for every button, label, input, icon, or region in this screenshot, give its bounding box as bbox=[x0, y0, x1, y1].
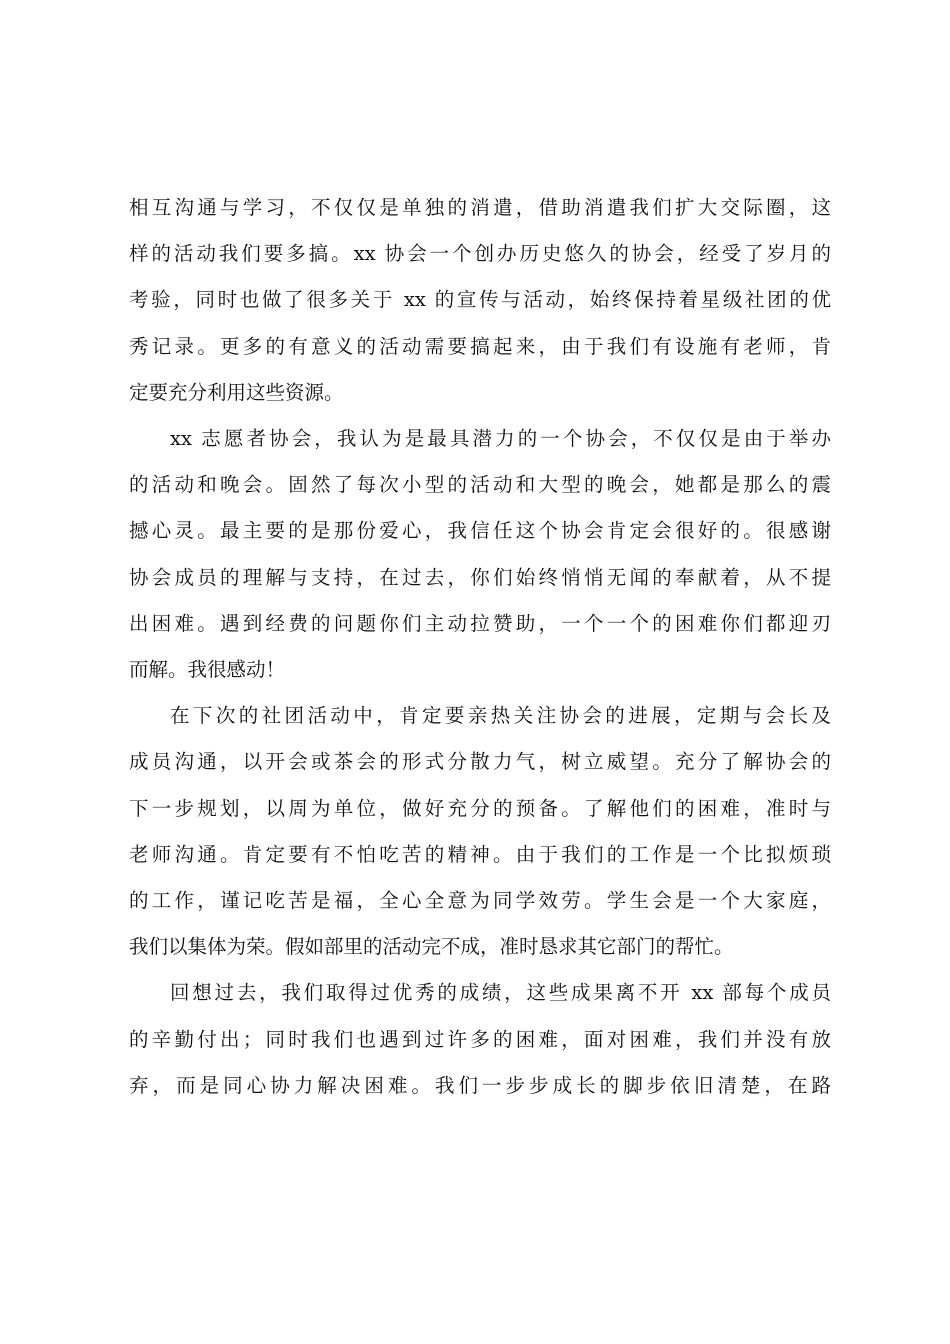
text-line: 撼心灵。最主要的是那份爱心，我信任这个协会肯定会很好的。很感谢 bbox=[129, 519, 831, 543]
text-line: 出困难。遇到经费的问题你们主动拉赞助，一个一个的困难你们都迎刃 bbox=[129, 611, 831, 635]
text-line: 秀记录。更多的有意义的活动需要搞起来，由于我们有设施有老师，肯 bbox=[129, 334, 831, 358]
text-line: 协会成员的理解与支持，在过去，你们始终悄悄无闻的奉献着，从不提 bbox=[129, 565, 831, 589]
text-line: 我们以集体为荣。假如部里的活动完不成，准时恳求其它部门的帮忙。 bbox=[129, 935, 734, 959]
text-line: 弃，而是同心协力解决困难。我们一步步成长的脚步依旧清楚，在路 bbox=[129, 1073, 831, 1097]
paragraph-2 bbox=[129, 416, 831, 693]
text-line: 下一步规划，以周为单位，做好充分的预备。了解他们的困难，准时与 bbox=[129, 796, 831, 820]
text-line: 而解。我很感动！ bbox=[129, 658, 286, 682]
text-line: 定要充分利用这些资源。 bbox=[129, 380, 344, 404]
paragraph-1 bbox=[129, 185, 831, 416]
paragraph-3 bbox=[129, 693, 831, 970]
text-line: xx 志愿者协会，我认为是最具潜力的一个协会，不仅仅是由于举办 bbox=[170, 427, 831, 451]
text-line: 的活动和晚会。固然了每次小型的活动和大型的晚会，她都是那么的震 bbox=[129, 473, 831, 497]
text-line: 回想过去，我们取得过优秀的成绩，这些成果离不开 xx 部每个成员 bbox=[170, 981, 831, 1005]
paragraph-4 bbox=[129, 970, 831, 1109]
text-line: 在下次的社团活动中，肯定要亲热关注协会的进展，定期与会长及 bbox=[170, 704, 831, 728]
text-line: 老师沟通。肯定要有不怕吃苦的精神。由于我们的工作是一个比拟烦琐 bbox=[129, 842, 831, 866]
text-line: 的工作，谨记吃苦是福，全心全意为同学效劳。学生会是一个大家庭， bbox=[129, 889, 831, 913]
text-line: 样的活动我们要多搞。xx 协会一个创办历史悠久的协会，经受了岁月的 bbox=[129, 242, 831, 266]
text-line: 的辛勤付出；同时我们也遇到过许多的困难，面对困难，我们并没有放 bbox=[129, 1027, 831, 1051]
text-line: 考验，同时也做了很多关于 xx 的宣传与活动，始终保持着星级社团的优 bbox=[129, 288, 831, 312]
text-line: 成员沟通，以开会或茶会的形式分散力气，树立威望。充分了解协会的 bbox=[129, 750, 831, 774]
document-body bbox=[129, 185, 831, 1109]
text-line: 相互沟通与学习，不仅仅是单独的消遣，借助消遣我们扩大交际圈，这 bbox=[129, 196, 831, 219]
